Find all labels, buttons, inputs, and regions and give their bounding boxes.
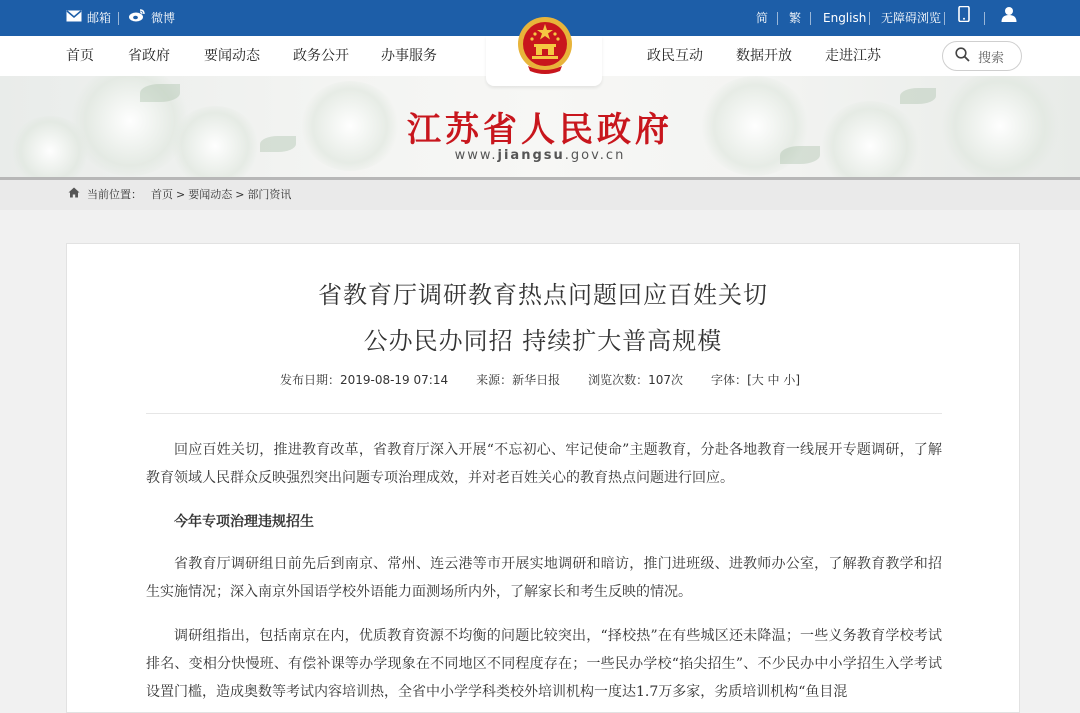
weibo-icon bbox=[128, 0, 146, 36]
mobile-icon bbox=[958, 0, 970, 36]
mobile-link[interactable] bbox=[958, 0, 970, 36]
source-value: 新华日报 bbox=[512, 373, 561, 387]
breadcrumb-item-news[interactable]: 要闻动态 bbox=[188, 188, 233, 201]
traditional-link[interactable] bbox=[789, 0, 801, 36]
article-paragraph: 回应百姓关切，推进教育改革，省教育厅深入开展“不忘初心、牢记使命”主题教育，分赴各地教育一线展开专题调研，了解教育领域人民群众反映强烈突出问题专项治理成效，并对老百姓关心的教育热点问题进行回应。 bbox=[146, 442, 942, 486]
english-link[interactable] bbox=[823, 0, 866, 36]
weibo-link[interactable] bbox=[128, 0, 175, 36]
breadcrumb bbox=[68, 186, 291, 202]
breadcrumb-separator: > bbox=[176, 187, 186, 201]
site-url-prefix: www. bbox=[454, 148, 498, 163]
nav-item-home[interactable]: 首页 bbox=[66, 48, 94, 64]
publish-date-label: 发布日期： bbox=[279, 373, 340, 387]
views-value: 107次 bbox=[648, 373, 684, 387]
nav-item-province-gov[interactable]: 省政府 bbox=[128, 48, 170, 64]
article-source bbox=[476, 371, 560, 388]
site-url bbox=[0, 148, 1080, 163]
publish-date bbox=[280, 371, 448, 388]
font-size-options[interactable]: [大 中 小] bbox=[747, 373, 801, 387]
nav-item-interaction[interactable]: 政民互动 bbox=[647, 48, 703, 64]
nav-item-gov-affairs[interactable]: 政务公开 bbox=[293, 48, 349, 64]
user-link[interactable] bbox=[1001, 0, 1017, 36]
accessible-label: 无障碍浏览 bbox=[881, 11, 942, 25]
article-title-line1: 省教育厅调研教育热点问题回应百姓关切 bbox=[318, 281, 768, 309]
banner-leaf-decoration bbox=[140, 84, 180, 102]
accessible-link[interactable] bbox=[881, 0, 941, 36]
nav-item-news[interactable]: 要闻动态 bbox=[204, 48, 260, 64]
mail-label: 邮箱 bbox=[87, 11, 112, 25]
divider bbox=[944, 12, 945, 25]
divider bbox=[810, 12, 811, 25]
search-button[interactable] bbox=[942, 41, 1022, 71]
article-paragraph: 省教育厅调研组日前先后到南京、常州、连云港等市开展实地调研和暗访，推门进班级、进教师办公室，了解教育教学和招生实施情况；深入南京外国语学校外语能力面测场所内外，了解家长和考生反映的情况。 bbox=[146, 556, 942, 600]
nav-item-open-data[interactable]: 数据开放 bbox=[736, 48, 792, 64]
meta-divider bbox=[146, 413, 942, 414]
source-label: 来源： bbox=[476, 373, 513, 387]
mail-link[interactable] bbox=[66, 0, 111, 36]
article-subheading: 今年专项治理违规招生 bbox=[174, 514, 314, 530]
site-title: 江苏省人民政府 bbox=[407, 110, 673, 150]
site-url-domain: jiangsu bbox=[497, 148, 565, 163]
article-meta bbox=[0, 371, 1080, 388]
font-size-label: 字体： bbox=[711, 373, 748, 387]
search-label: 搜索 bbox=[978, 50, 1005, 66]
user-icon bbox=[1001, 0, 1017, 36]
english-label: English bbox=[823, 11, 867, 25]
breadcrumb-separator: > bbox=[235, 187, 245, 201]
publish-date-value: 2019-08-19 07:14 bbox=[339, 373, 449, 387]
simplified-label: 简 bbox=[756, 11, 769, 25]
views-label: 浏览次数： bbox=[588, 373, 649, 387]
article-paragraph: 调研组指出，包括南京在内，优质教育资源不均衡的问题比较突出，“择校热”在有些城区还未降温；一些义务教育学校考试排名、变相分快慢班、有偿补课等办学现象在不同地区不同程度存在；一些民办学校“掐尖招生”、不少民办中小学招生入学考试设置门槛，造成奥数等考试内容培训热，全省中小学学科类校外培训机构一度达1.7万多家，劣质培训机构“鱼目混 bbox=[146, 628, 942, 700]
font-size-control bbox=[711, 371, 800, 388]
divider bbox=[777, 12, 778, 25]
breadcrumb-bar bbox=[0, 177, 1080, 210]
search-icon bbox=[955, 47, 970, 66]
nav-item-about-jiangsu[interactable]: 走进江苏 bbox=[825, 48, 881, 64]
site-url-suffix: .gov.cn bbox=[564, 148, 626, 163]
breadcrumb-item-dept-news[interactable]: 部门资讯 bbox=[247, 188, 292, 201]
divider bbox=[118, 12, 119, 25]
breadcrumb-item-home[interactable]: 首页 bbox=[151, 188, 173, 201]
weibo-label: 微博 bbox=[151, 11, 176, 25]
divider bbox=[984, 12, 985, 25]
traditional-label: 繁 bbox=[789, 11, 802, 25]
mail-icon bbox=[66, 0, 82, 36]
divider bbox=[869, 12, 870, 25]
breadcrumb-label: 当前位置： bbox=[87, 188, 142, 201]
article-title-line2: 公办民办同招 持续扩大普高规模 bbox=[363, 327, 723, 355]
view-count bbox=[588, 371, 683, 388]
home-icon bbox=[68, 187, 80, 201]
simplified-link[interactable] bbox=[756, 0, 768, 36]
nav-item-services[interactable]: 办事服务 bbox=[381, 48, 437, 64]
national-emblem[interactable] bbox=[516, 14, 574, 76]
